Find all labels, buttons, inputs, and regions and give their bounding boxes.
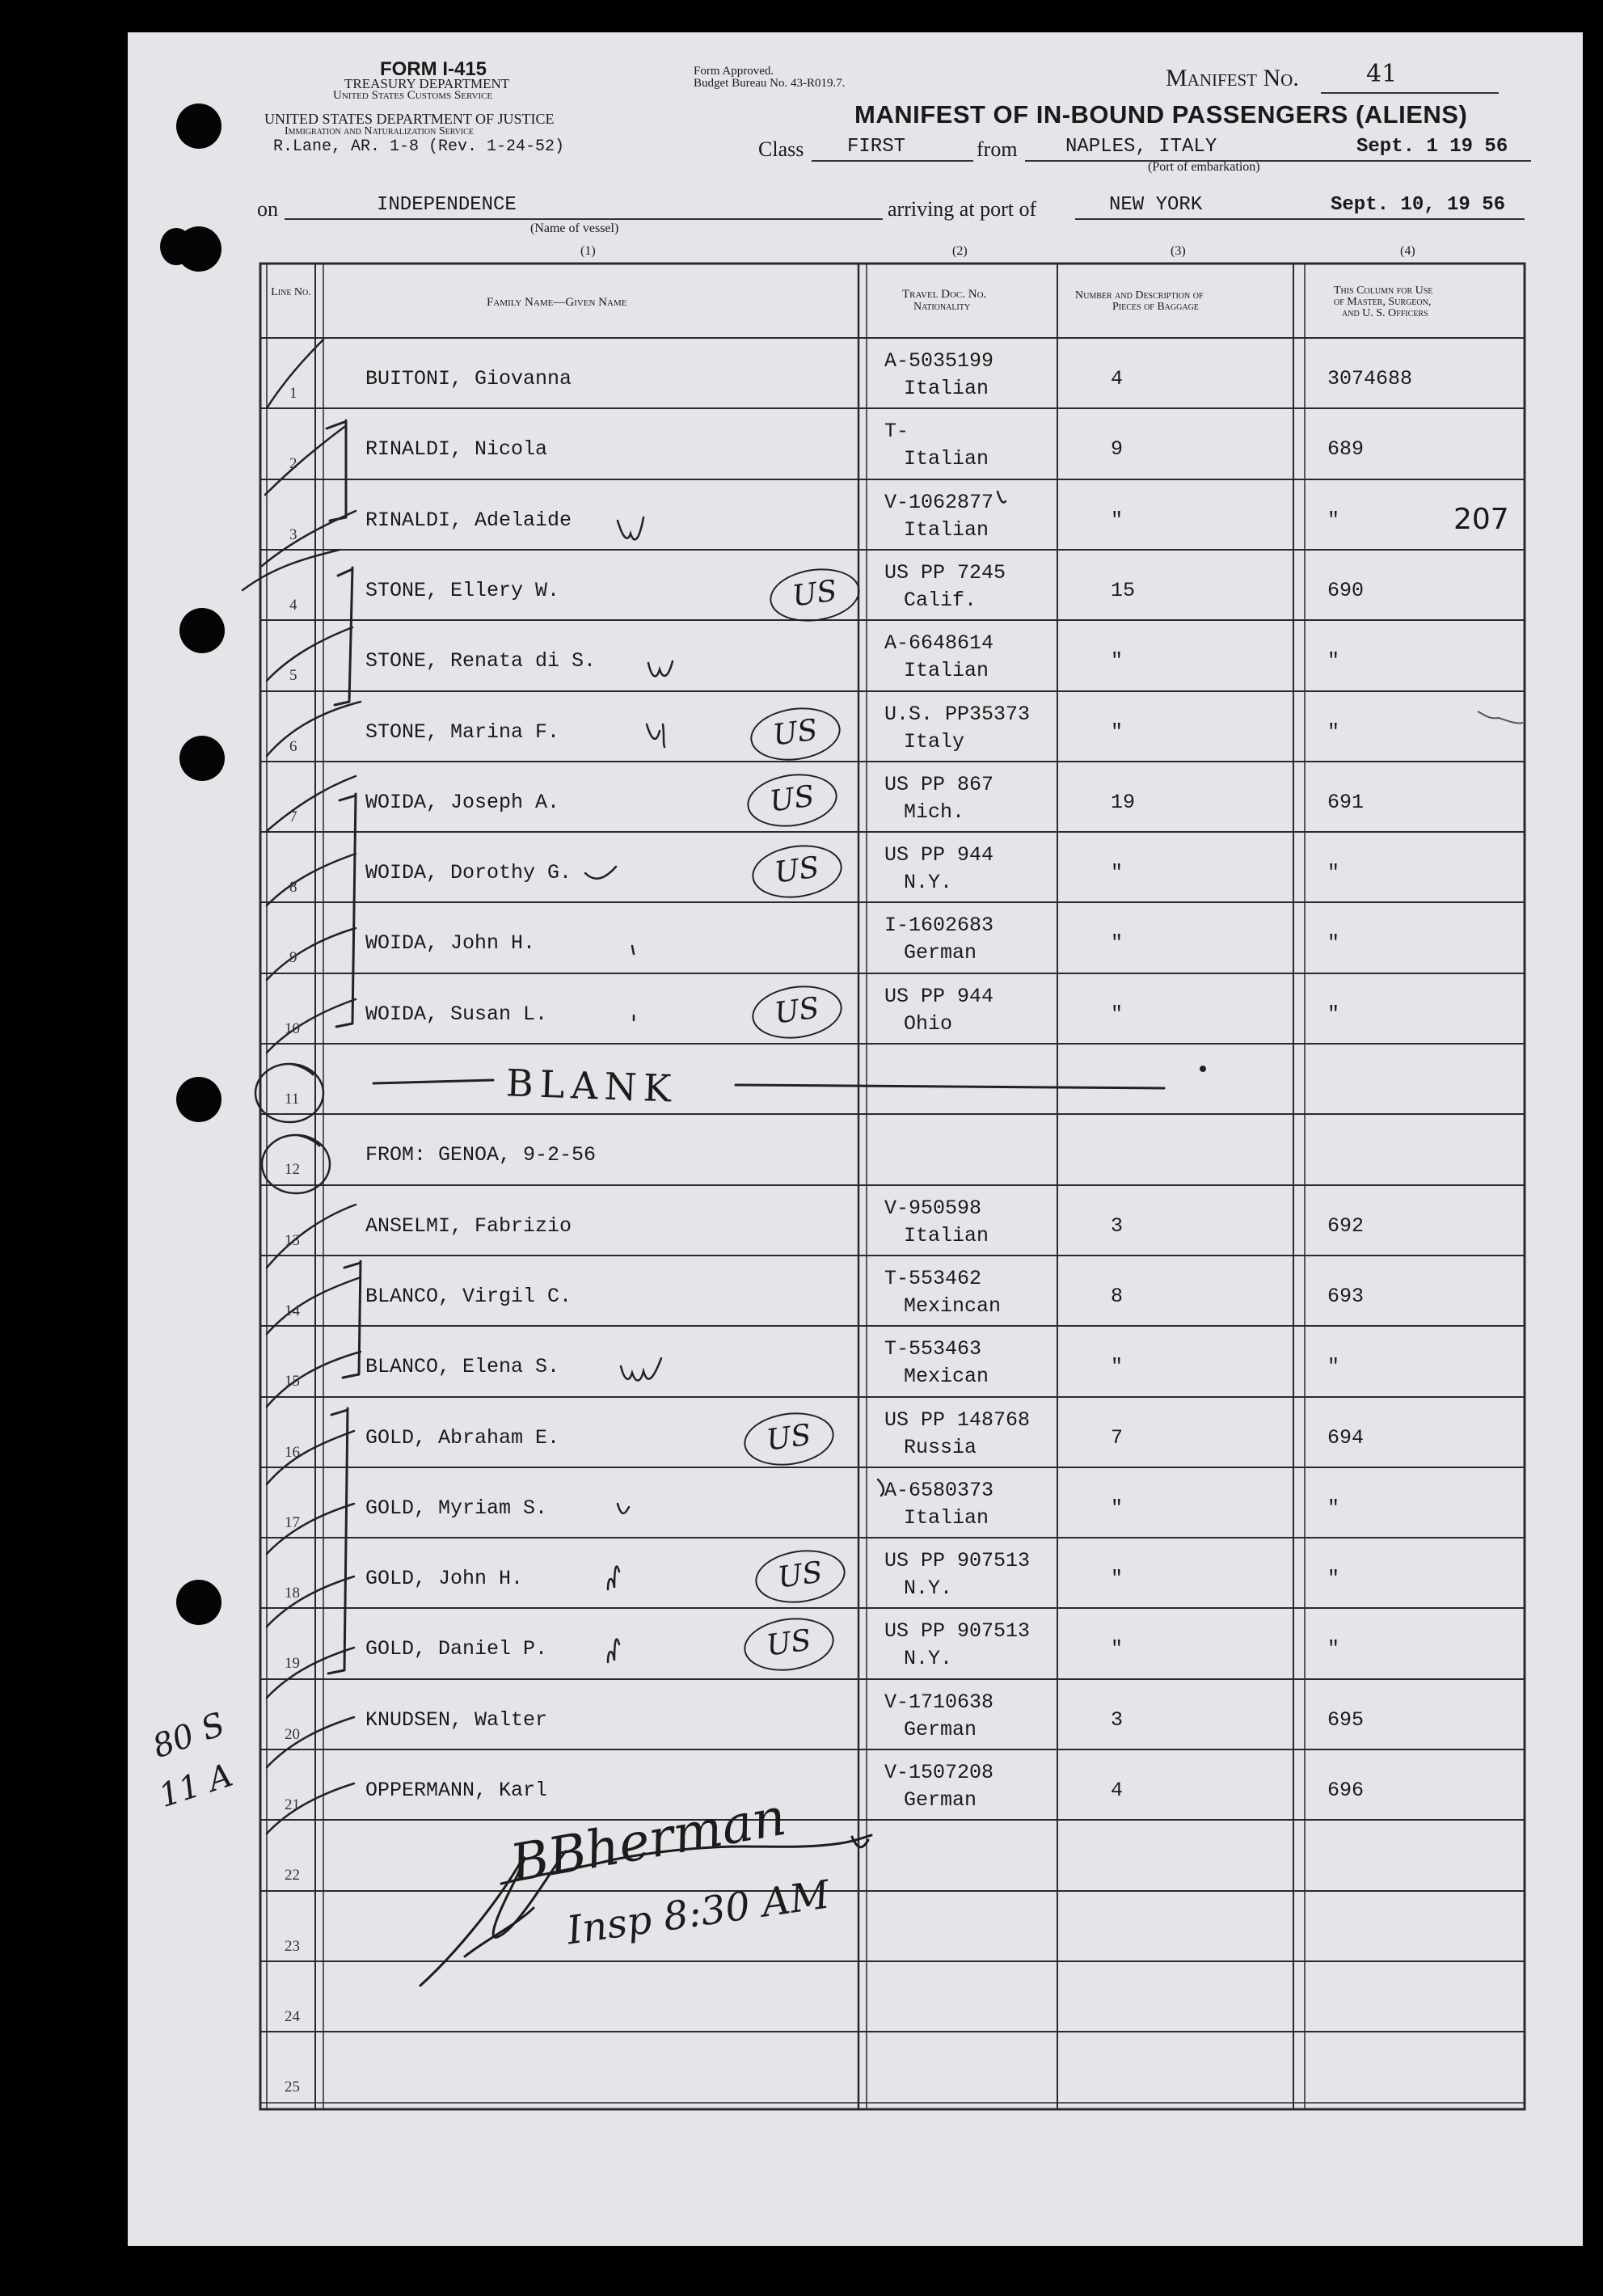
treasury-dept: TREASURY DEPARTMENT xyxy=(344,76,510,91)
port-value: NEW YORK xyxy=(1109,194,1203,216)
passenger-name: RINALDI, Adelaide xyxy=(365,509,572,532)
line-number: 23 xyxy=(285,1938,300,1955)
from-value: NAPLES, ITALY xyxy=(1065,136,1217,158)
col-num-2: (2) xyxy=(952,244,968,258)
margin-note-2: 11 A xyxy=(154,1756,238,1816)
nationality: Italian xyxy=(904,447,989,471)
nationality: Ohio xyxy=(904,1012,953,1036)
line-number: 2 xyxy=(289,455,297,472)
travel-doc-no: US PP 7245 xyxy=(884,561,1006,585)
vessel-note: (Name of vessel) xyxy=(530,222,619,235)
nationality: Italian xyxy=(904,1506,989,1530)
baggage-header-2: Pieces of Baggage xyxy=(1112,301,1199,313)
line-number: 7 xyxy=(289,808,297,825)
travel-doc-no: US PP 148768 xyxy=(884,1408,1031,1432)
nationality-header: Nationality xyxy=(913,301,971,313)
line-number: 21 xyxy=(285,1796,300,1813)
officer-use: 695 xyxy=(1327,1708,1365,1732)
officer-use: 693 xyxy=(1327,1285,1365,1308)
officer-use: " xyxy=(1327,1355,1340,1378)
baggage-count: 8 xyxy=(1111,1285,1124,1308)
travel-doc-no: US PP 907513 xyxy=(884,1619,1031,1643)
passenger-name: STONE, Renata di S. xyxy=(365,649,597,673)
col-num-3: (3) xyxy=(1171,244,1186,258)
baggage-count: " xyxy=(1111,931,1124,955)
line-number: 5 xyxy=(289,667,297,684)
budget-bureau: Budget Bureau No. 43-R019.7. xyxy=(694,77,846,90)
officer-use: " xyxy=(1327,1637,1340,1661)
passenger-name: OPPERMANN, Karl xyxy=(365,1779,548,1802)
class-label: Class xyxy=(758,137,804,161)
travel-doc-no: V-950598 xyxy=(884,1197,982,1220)
passenger-name: WOIDA, Susan L. xyxy=(365,1002,548,1026)
baggage-count: " xyxy=(1111,1496,1124,1520)
baggage-count: " xyxy=(1111,1002,1124,1026)
nationality: N.Y. xyxy=(904,1576,953,1600)
ins-service: Immigration and Naturalization Service xyxy=(285,125,474,137)
baggage-count: 15 xyxy=(1111,579,1136,602)
nationality: Italian xyxy=(904,1224,989,1247)
nationality: Russia xyxy=(904,1436,977,1459)
travel-doc-no: V-1710638 xyxy=(884,1690,994,1714)
officer-header: This Column for Use xyxy=(1334,285,1433,297)
nationality: Italy xyxy=(904,730,965,753)
travel-doc-no: A-6648614 xyxy=(884,631,994,655)
officer-use: 694 xyxy=(1327,1426,1365,1450)
passenger-name: STONE, Marina F. xyxy=(365,720,560,744)
baggage-count: " xyxy=(1111,509,1124,532)
us-citizen-mark: US xyxy=(752,1545,849,1609)
nationality: Mexican xyxy=(904,1365,989,1388)
officer-use: " xyxy=(1327,509,1340,532)
name-header: Family Name—Given Name xyxy=(487,296,627,309)
line-number: 13 xyxy=(285,1232,300,1249)
from-label: from xyxy=(977,137,1018,161)
officer-use: " xyxy=(1327,1002,1340,1026)
line-number: 17 xyxy=(285,1514,300,1531)
col-num-4: (4) xyxy=(1400,244,1415,258)
line-number: 25 xyxy=(285,2079,300,2096)
passenger-name: BUITONI, Giovanna xyxy=(365,367,572,390)
line-number: 1 xyxy=(289,385,297,402)
baggage-count: " xyxy=(1111,720,1124,744)
line-no-header: Line No. xyxy=(271,286,311,298)
officer-use: " xyxy=(1327,861,1340,884)
line-number: 22 xyxy=(285,1867,300,1884)
passenger-name: BLANCO, Elena S. xyxy=(365,1355,560,1378)
officer-use: " xyxy=(1327,931,1340,955)
officer-use: 3074688 xyxy=(1327,367,1413,390)
baggage-count: 4 xyxy=(1111,367,1124,390)
baggage-count: 3 xyxy=(1111,1214,1124,1238)
us-citizen-mark: US xyxy=(740,1613,837,1677)
baggage-count: " xyxy=(1111,1355,1124,1378)
line-number: 15 xyxy=(285,1373,300,1390)
line-number: 9 xyxy=(289,949,297,966)
us-citizen-mark: US xyxy=(740,1408,837,1471)
class-value: FIRST xyxy=(847,136,906,158)
line-number: 6 xyxy=(289,738,297,755)
travel-doc-no: T-553462 xyxy=(884,1267,982,1290)
baggage-count: 4 xyxy=(1111,1779,1124,1802)
travel-doc-no: T-553463 xyxy=(884,1337,982,1361)
us-citizen-mark: US xyxy=(747,703,844,766)
officer-use: 691 xyxy=(1327,791,1365,814)
line-number: 12 xyxy=(285,1161,300,1178)
officer-use: 690 xyxy=(1327,579,1365,602)
margin-note-1: 80 S xyxy=(147,1705,230,1766)
nationality: Italian xyxy=(904,377,989,400)
travel-doc-no: US PP 944 xyxy=(884,985,994,1008)
baggage-header: Number and Description of xyxy=(1075,289,1204,302)
travel-doc-no: US PP 944 xyxy=(884,843,994,867)
officer-use: 689 xyxy=(1327,437,1365,461)
customs-service: United States Customs Service xyxy=(333,89,493,102)
baggage-count: " xyxy=(1111,649,1124,673)
nationality: N.Y. xyxy=(904,871,953,894)
line-number: 19 xyxy=(285,1655,300,1672)
line-number: 16 xyxy=(285,1444,300,1461)
passenger-name: ANSELMI, Fabrizio xyxy=(365,1214,572,1238)
baggage-count: 19 xyxy=(1111,791,1136,814)
passenger-name: GOLD, John H. xyxy=(365,1567,524,1590)
form-number: FORM I-415 xyxy=(380,58,487,80)
nationality: German xyxy=(904,941,977,964)
passenger-name: FROM: GENOA, 9-2-56 xyxy=(365,1143,597,1167)
manifest-title: MANIFEST OF IN-BOUND PASSENGERS (ALIENS) xyxy=(854,100,1468,129)
passenger-name: GOLD, Myriam S. xyxy=(365,1496,548,1520)
travel-doc-no: US PP 867 xyxy=(884,773,994,796)
officer-use: " xyxy=(1327,1567,1340,1590)
line-number: 3 xyxy=(289,526,297,543)
passenger-name: GOLD, Abraham E. xyxy=(365,1426,560,1450)
embark-note: (Port of embarkation) xyxy=(1148,160,1260,174)
baggage-count: " xyxy=(1111,861,1124,884)
line-number: 10 xyxy=(285,1020,300,1037)
form-approved: Form Approved. xyxy=(694,65,774,78)
inspector-signature: BBherman xyxy=(506,1787,791,1895)
nationality: N.Y. xyxy=(904,1647,953,1670)
travel-doc-no: I-1602683 xyxy=(884,914,994,937)
form-revision: R.Lane, AR. 1-8 (Rev. 1-24-52) xyxy=(273,137,565,156)
us-citizen-mark: US xyxy=(744,769,841,833)
arriving-label: arriving at port of xyxy=(888,197,1037,221)
officer-use: " xyxy=(1327,649,1340,673)
manifest-no-label: Manifest No. xyxy=(1166,65,1299,91)
nationality: German xyxy=(904,1788,977,1812)
side-count: 207 xyxy=(1453,503,1509,536)
line-number: 11 xyxy=(285,1091,300,1108)
travel-doc-no: U.S. PP35373 xyxy=(884,703,1031,726)
baggage-count: 9 xyxy=(1111,437,1124,461)
inspection-time: Insp 8:30 AM xyxy=(563,1872,833,1954)
baggage-count: 7 xyxy=(1111,1426,1124,1450)
line-number: 24 xyxy=(285,2008,300,2025)
baggage-count: " xyxy=(1111,1637,1124,1661)
officer-use: " xyxy=(1327,1496,1340,1520)
line-number: 18 xyxy=(285,1585,300,1602)
justice-dept: UNITED STATES DEPARTMENT OF JUSTICE xyxy=(264,111,555,127)
travel-doc-no: T- xyxy=(884,420,909,443)
line-number: 8 xyxy=(289,879,297,896)
col-num-1: (1) xyxy=(580,244,596,258)
officer-header-3: and U. S. Officers xyxy=(1342,307,1428,319)
blank-note: BLANK xyxy=(505,1061,679,1111)
us-citizen-mark: US xyxy=(749,840,846,904)
line-number: 14 xyxy=(285,1302,300,1319)
travel-doc-no: US PP 907513 xyxy=(884,1549,1031,1572)
nationality: Mich. xyxy=(904,800,965,824)
travel-doc-no: V-1507208 xyxy=(884,1761,994,1784)
travel-doc-no: A-6580373 xyxy=(884,1479,994,1502)
manifest-no-value: 41 xyxy=(1366,60,1398,88)
passenger-name: BLANCO, Virgil C. xyxy=(365,1285,572,1308)
passenger-name: STONE, Ellery W. xyxy=(365,579,560,602)
nationality: Italian xyxy=(904,518,989,542)
passenger-name: WOIDA, Dorothy G. xyxy=(365,861,572,884)
us-citizen-mark: US xyxy=(749,981,846,1045)
passenger-name: WOIDA, Joseph A. xyxy=(365,791,560,814)
baggage-count: 3 xyxy=(1111,1708,1124,1732)
officer-use: 692 xyxy=(1327,1214,1365,1238)
line-number: 20 xyxy=(285,1726,300,1743)
nationality: German xyxy=(904,1718,977,1741)
doc-header: Travel Doc. No. xyxy=(902,288,987,301)
line-number: 4 xyxy=(289,597,297,614)
passenger-name: KNUDSEN, Walter xyxy=(365,1708,548,1732)
on-label: on xyxy=(257,197,278,221)
passenger-name: WOIDA, John H. xyxy=(365,931,536,955)
nationality: Italian xyxy=(904,659,989,682)
vessel-name: INDEPENDENCE xyxy=(377,194,517,216)
travel-doc-no: A-5035199 xyxy=(884,349,994,373)
nationality: Calif. xyxy=(904,589,977,612)
passenger-name: RINALDI, Nicola xyxy=(365,437,548,461)
arrive-date: Sept. 10, 19 56 xyxy=(1331,194,1506,216)
officer-header-2: of Master, Surgeon, xyxy=(1334,296,1432,308)
baggage-count: " xyxy=(1111,1567,1124,1590)
passenger-name: GOLD, Daniel P. xyxy=(365,1637,548,1661)
nationality: Mexincan xyxy=(904,1294,1002,1318)
travel-doc-no: V-1062877 xyxy=(884,491,994,514)
us-citizen-mark: US xyxy=(766,563,863,627)
officer-use: 696 xyxy=(1327,1779,1365,1802)
officer-use: " xyxy=(1327,720,1340,744)
embark-date: Sept. 1 19 56 xyxy=(1356,136,1508,158)
